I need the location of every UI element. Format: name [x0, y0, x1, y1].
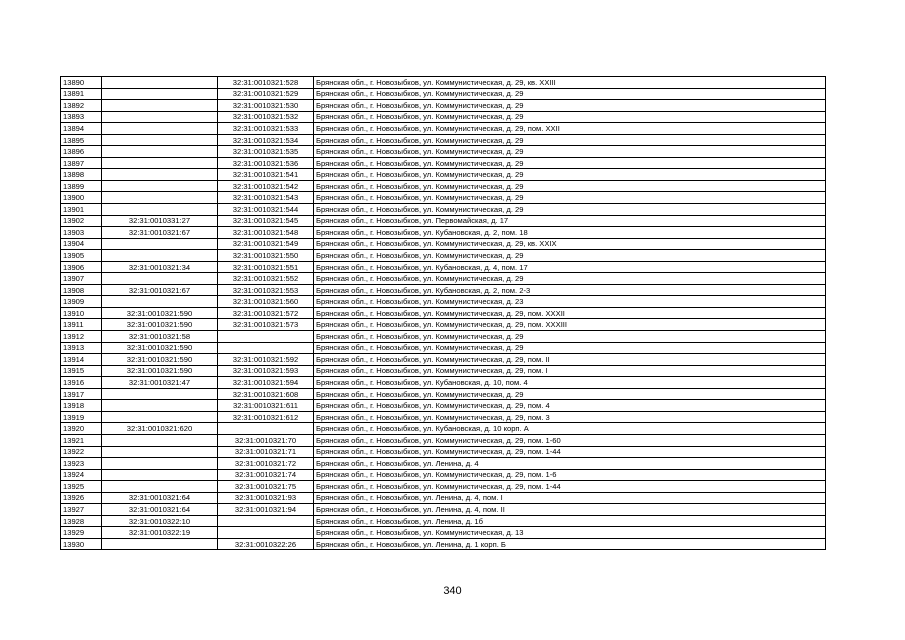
row-number-cell: 13896	[61, 146, 102, 158]
row-number-cell: 13924	[61, 469, 102, 481]
table-row	[61, 481, 826, 493]
address-cell: Брянская обл., г. Новозыбков, ул. Коммунистическая, д. 29, кв. XXIX	[314, 238, 826, 250]
address-cell: Брянская обл., г. Новозыбков, ул. Ленина, д. 4, пом. I	[314, 492, 826, 504]
old-cadastral-number-cell: 32:31:0010321:590	[102, 365, 218, 377]
old-cadastral-number-cell	[102, 296, 218, 308]
old-cadastral-number-cell	[102, 538, 218, 550]
new-cadastral-number-cell: 32:31:0010321:608	[218, 388, 314, 400]
new-cadastral-number-cell: 32:31:0010321:611	[218, 400, 314, 412]
address-cell: Брянская обл., г. Новозыбков, ул. Коммунистическая, д. 29	[314, 204, 826, 216]
new-cadastral-number-cell	[218, 515, 314, 527]
table-row	[61, 331, 826, 343]
address-cell: Брянская обл., г. Новозыбков, ул. Коммунистическая, д. 29	[314, 273, 826, 285]
new-cadastral-number-cell: 32:31:0010321:593	[218, 365, 314, 377]
table-row	[61, 446, 826, 458]
address-cell: Брянская обл., г. Новозыбков, ул. Коммунистическая, д. 29, пом. XXXIII	[314, 319, 826, 331]
row-number-cell: 13904	[61, 238, 102, 250]
row-number-cell: 13898	[61, 169, 102, 181]
table-row	[61, 261, 826, 273]
row-number-cell: 13905	[61, 250, 102, 262]
new-cadastral-number-cell: 32:31:0010321:532	[218, 111, 314, 123]
table-row	[61, 388, 826, 400]
row-number-cell: 13895	[61, 134, 102, 146]
address-cell: Брянская обл., г. Новозыбков, ул. Коммунистическая, д. 23	[314, 296, 826, 308]
table-row	[61, 204, 826, 216]
row-number-cell: 13893	[61, 111, 102, 123]
row-number-cell: 13915	[61, 365, 102, 377]
cadastral-register-table	[60, 76, 826, 550]
old-cadastral-number-cell	[102, 469, 218, 481]
row-number-cell: 13911	[61, 319, 102, 331]
new-cadastral-number-cell	[218, 527, 314, 539]
table-body	[61, 77, 826, 550]
row-number-cell: 13910	[61, 307, 102, 319]
row-number-cell: 13908	[61, 284, 102, 296]
address-cell: Брянская обл., г. Новозыбков, ул. Ленина, д. 1б	[314, 515, 826, 527]
table-row	[61, 111, 826, 123]
new-cadastral-number-cell: 32:31:0010321:528	[218, 77, 314, 89]
old-cadastral-number-cell: 32:31:0010321:47	[102, 377, 218, 389]
new-cadastral-number-cell: 32:31:0010321:71	[218, 446, 314, 458]
row-number-cell: 13928	[61, 515, 102, 527]
row-number-cell: 13927	[61, 504, 102, 516]
address-cell: Брянская обл., г. Новозыбков, ул. Коммунистическая, д. 29, пом. XXXII	[314, 307, 826, 319]
table-row	[61, 434, 826, 446]
address-cell: Брянская обл., г. Новозыбков, ул. Коммунистическая, д. 29	[314, 331, 826, 343]
address-cell: Брянская обл., г. Новозыбков, ул. Коммунистическая, д. 29, пом. XXII	[314, 123, 826, 135]
old-cadastral-number-cell: 32:31:0010322:10	[102, 515, 218, 527]
new-cadastral-number-cell	[218, 423, 314, 435]
old-cadastral-number-cell	[102, 157, 218, 169]
address-cell: Брянская обл., г. Новозыбков, ул. Коммунистическая, д. 29, пом. 1-44	[314, 481, 826, 493]
old-cadastral-number-cell: 32:31:0010321:67	[102, 227, 218, 239]
row-number-cell: 13917	[61, 388, 102, 400]
address-cell: Брянская обл., г. Новозыбков, ул. Коммунистическая, д. 29	[314, 146, 826, 158]
address-cell: Брянская обл., г. Новозыбков, ул. Коммунистическая, д. 29, пом. II	[314, 354, 826, 366]
new-cadastral-number-cell: 32:31:0010321:94	[218, 504, 314, 516]
old-cadastral-number-cell	[102, 204, 218, 216]
old-cadastral-number-cell: 32:31:0010321:620	[102, 423, 218, 435]
address-cell: Брянская обл., г. Новозыбков, ул. Коммунистическая, д. 29	[314, 157, 826, 169]
address-cell: Брянская обл., г. Новозыбков, ул. Кубановская, д. 2, пом. 2-3	[314, 284, 826, 296]
row-number-cell: 13906	[61, 261, 102, 273]
row-number-cell: 13900	[61, 192, 102, 204]
row-number-cell: 13899	[61, 180, 102, 192]
row-number-cell: 13926	[61, 492, 102, 504]
old-cadastral-number-cell: 32:31:0010321:64	[102, 492, 218, 504]
address-cell: Брянская обл., г. Новозыбков, ул. Коммунистическая, д. 29	[314, 100, 826, 112]
new-cadastral-number-cell: 32:31:0010321:541	[218, 169, 314, 181]
table-row	[61, 515, 826, 527]
table-row	[61, 88, 826, 100]
new-cadastral-number-cell: 32:31:0010321:612	[218, 411, 314, 423]
address-cell: Брянская обл., г. Новозыбков, ул. Ленина, д. 4, пом. II	[314, 504, 826, 516]
new-cadastral-number-cell: 32:31:0010321:544	[218, 204, 314, 216]
table-row	[61, 273, 826, 285]
address-cell: Брянская обл., г. Новозыбков, ул. Коммунистическая, д. 29	[314, 88, 826, 100]
new-cadastral-number-cell: 32:31:0010321:542	[218, 180, 314, 192]
old-cadastral-number-cell: 32:31:0010322:19	[102, 527, 218, 539]
old-cadastral-number-cell	[102, 146, 218, 158]
new-cadastral-number-cell: 32:31:0010321:74	[218, 469, 314, 481]
old-cadastral-number-cell	[102, 481, 218, 493]
table-row	[61, 527, 826, 539]
old-cadastral-number-cell	[102, 273, 218, 285]
new-cadastral-number-cell: 32:31:0010321:75	[218, 481, 314, 493]
table-row	[61, 365, 826, 377]
old-cadastral-number-cell	[102, 411, 218, 423]
old-cadastral-number-cell: 32:31:0010321:67	[102, 284, 218, 296]
old-cadastral-number-cell: 32:31:0010321:58	[102, 331, 218, 343]
table-row	[61, 134, 826, 146]
new-cadastral-number-cell: 32:31:0010321:72	[218, 458, 314, 470]
new-cadastral-number-cell	[218, 331, 314, 343]
address-cell: Брянская обл., г. Новозыбков, ул. Коммунистическая, д. 29	[314, 111, 826, 123]
table-row	[61, 458, 826, 470]
new-cadastral-number-cell	[218, 342, 314, 354]
table-row	[61, 411, 826, 423]
table-row	[61, 169, 826, 181]
old-cadastral-number-cell	[102, 250, 218, 262]
row-number-cell: 13929	[61, 527, 102, 539]
old-cadastral-number-cell: 32:31:0010321:590	[102, 354, 218, 366]
row-number-cell: 13903	[61, 227, 102, 239]
new-cadastral-number-cell: 32:31:0010321:560	[218, 296, 314, 308]
old-cadastral-number-cell	[102, 400, 218, 412]
old-cadastral-number-cell	[102, 192, 218, 204]
row-number-cell: 13922	[61, 446, 102, 458]
old-cadastral-number-cell	[102, 446, 218, 458]
address-cell: Брянская обл., г. Новозыбков, ул. Кубановская, д. 2, пом. 18	[314, 227, 826, 239]
old-cadastral-number-cell	[102, 434, 218, 446]
row-number-cell: 13909	[61, 296, 102, 308]
address-cell: Брянская обл., г. Новозыбков, ул. Коммунистическая, д. 29, пом. I	[314, 365, 826, 377]
new-cadastral-number-cell: 32:31:0010321:535	[218, 146, 314, 158]
table-row	[61, 354, 826, 366]
old-cadastral-number-cell	[102, 388, 218, 400]
table-row	[61, 250, 826, 262]
row-number-cell: 13914	[61, 354, 102, 366]
new-cadastral-number-cell: 32:31:0010321:545	[218, 215, 314, 227]
row-number-cell: 13913	[61, 342, 102, 354]
table-row	[61, 492, 826, 504]
address-cell: Брянская обл., г. Новозыбков, ул. Кубановская, д. 4, пом. 17	[314, 261, 826, 273]
new-cadastral-number-cell: 32:31:0010321:551	[218, 261, 314, 273]
new-cadastral-number-cell: 32:31:0010321:553	[218, 284, 314, 296]
address-cell: Брянская обл., г. Новозыбков, ул. Первомайская, д. 17	[314, 215, 826, 227]
old-cadastral-number-cell: 32:31:0010321:34	[102, 261, 218, 273]
row-number-cell: 13894	[61, 123, 102, 135]
table-row	[61, 238, 826, 250]
address-cell: Брянская обл., г. Новозыбков, ул. Коммунистическая, д. 29, пом. 1-60	[314, 434, 826, 446]
table-row	[61, 400, 826, 412]
address-cell: Брянская обл., г. Новозыбков, ул. Коммунистическая, д. 29, пом. 1-44	[314, 446, 826, 458]
row-number-cell: 13902	[61, 215, 102, 227]
new-cadastral-number-cell: 32:31:0010321:548	[218, 227, 314, 239]
table-row	[61, 538, 826, 550]
old-cadastral-number-cell	[102, 88, 218, 100]
new-cadastral-number-cell: 32:31:0010321:529	[218, 88, 314, 100]
table-row	[61, 342, 826, 354]
new-cadastral-number-cell: 32:31:0010321:573	[218, 319, 314, 331]
table-row	[61, 284, 826, 296]
row-number-cell: 13907	[61, 273, 102, 285]
row-number-cell: 13912	[61, 331, 102, 343]
row-number-cell: 13920	[61, 423, 102, 435]
row-number-cell: 13919	[61, 411, 102, 423]
address-cell: Брянская обл., г. Новозыбков, ул. Коммунистическая, д. 29	[314, 180, 826, 192]
new-cadastral-number-cell: 32:31:0010321:572	[218, 307, 314, 319]
table-row	[61, 423, 826, 435]
table-row	[61, 100, 826, 112]
table-row	[61, 157, 826, 169]
row-number-cell: 13891	[61, 88, 102, 100]
row-number-cell: 13925	[61, 481, 102, 493]
new-cadastral-number-cell: 32:31:0010321:549	[218, 238, 314, 250]
row-number-cell: 13923	[61, 458, 102, 470]
new-cadastral-number-cell: 32:31:0010321:592	[218, 354, 314, 366]
new-cadastral-number-cell: 32:31:0010321:533	[218, 123, 314, 135]
table-row	[61, 504, 826, 516]
old-cadastral-number-cell	[102, 111, 218, 123]
address-cell: Брянская обл., г. Новозыбков, ул. Коммунистическая, д. 29	[314, 342, 826, 354]
row-number-cell: 13918	[61, 400, 102, 412]
address-cell: Брянская обл., г. Новозыбков, ул. Ленина, д. 4	[314, 458, 826, 470]
row-number-cell: 13892	[61, 100, 102, 112]
address-cell: Брянская обл., г. Новозыбков, ул. Коммунистическая, д. 29	[314, 250, 826, 262]
row-number-cell: 13921	[61, 434, 102, 446]
old-cadastral-number-cell	[102, 169, 218, 181]
old-cadastral-number-cell: 32:31:0010321:64	[102, 504, 218, 516]
new-cadastral-number-cell: 32:31:0010322:26	[218, 538, 314, 550]
address-cell: Брянская обл., г. Новозыбков, ул. Коммунистическая, д. 29, пом. 3	[314, 411, 826, 423]
new-cadastral-number-cell: 32:31:0010321:550	[218, 250, 314, 262]
table-row	[61, 192, 826, 204]
old-cadastral-number-cell	[102, 100, 218, 112]
old-cadastral-number-cell	[102, 458, 218, 470]
address-cell: Брянская обл., г. Новозыбков, ул. Кубановская, д. 10 корп. А	[314, 423, 826, 435]
new-cadastral-number-cell: 32:31:0010321:530	[218, 100, 314, 112]
address-cell: Брянская обл., г. Новозыбков, ул. Коммунистическая, д. 29, кв. XXIII	[314, 77, 826, 89]
old-cadastral-number-cell: 32:31:0010321:590	[102, 319, 218, 331]
table-row	[61, 469, 826, 481]
address-cell: Брянская обл., г. Новозыбков, ул. Коммунистическая, д. 13	[314, 527, 826, 539]
old-cadastral-number-cell	[102, 77, 218, 89]
address-cell: Брянская обл., г. Новозыбков, ул. Коммунистическая, д. 29	[314, 388, 826, 400]
new-cadastral-number-cell: 32:31:0010321:536	[218, 157, 314, 169]
new-cadastral-number-cell: 32:31:0010321:594	[218, 377, 314, 389]
new-cadastral-number-cell: 32:31:0010321:552	[218, 273, 314, 285]
new-cadastral-number-cell: 32:31:0010321:534	[218, 134, 314, 146]
address-cell: Брянская обл., г. Новозыбков, ул. Коммунистическая, д. 29	[314, 192, 826, 204]
table-row	[61, 123, 826, 135]
old-cadastral-number-cell	[102, 180, 218, 192]
row-number-cell: 13901	[61, 204, 102, 216]
address-cell: Брянская обл., г. Новозыбков, ул. Коммунистическая, д. 29, пом. 1-6	[314, 469, 826, 481]
old-cadastral-number-cell	[102, 238, 218, 250]
address-cell: Брянская обл., г. Новозыбков, ул. Коммунистическая, д. 29	[314, 134, 826, 146]
old-cadastral-number-cell: 32:31:0010331:27	[102, 215, 218, 227]
table-row	[61, 296, 826, 308]
table-row	[61, 227, 826, 239]
row-number-cell: 13916	[61, 377, 102, 389]
new-cadastral-number-cell: 32:31:0010321:93	[218, 492, 314, 504]
table-row	[61, 319, 826, 331]
old-cadastral-number-cell: 32:31:0010321:590	[102, 307, 218, 319]
address-cell: Брянская обл., г. Новозыбков, ул. Кубановская, д. 10, пом. 4	[314, 377, 826, 389]
page-number: 340	[443, 585, 462, 597]
address-cell: Брянская обл., г. Новозыбков, ул. Коммунистическая, д. 29	[314, 169, 826, 181]
old-cadastral-number-cell	[102, 134, 218, 146]
row-number-cell: 13897	[61, 157, 102, 169]
row-number-cell: 13930	[61, 538, 102, 550]
new-cadastral-number-cell: 32:31:0010321:543	[218, 192, 314, 204]
table-row	[61, 307, 826, 319]
old-cadastral-number-cell: 32:31:0010321:590	[102, 342, 218, 354]
table-row	[61, 215, 826, 227]
table-row	[61, 377, 826, 389]
table-row	[61, 77, 826, 89]
row-number-cell: 13890	[61, 77, 102, 89]
old-cadastral-number-cell	[102, 123, 218, 135]
address-cell: Брянская обл., г. Новозыбков, ул. Коммунистическая, д. 29, пом. 4	[314, 400, 826, 412]
table-row	[61, 146, 826, 158]
address-cell: Брянская обл., г. Новозыбков, ул. Ленина, д. 1 корп. Б	[314, 538, 826, 550]
table-row	[61, 180, 826, 192]
new-cadastral-number-cell: 32:31:0010321:70	[218, 434, 314, 446]
